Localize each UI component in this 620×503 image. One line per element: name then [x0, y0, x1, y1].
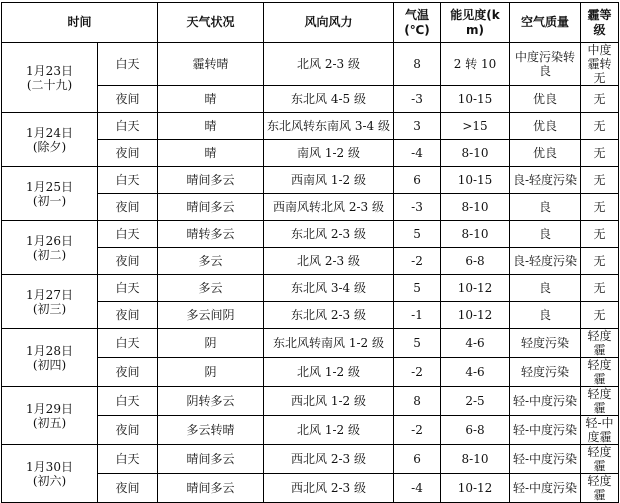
- period-cell: 夜间: [98, 194, 158, 221]
- table-row-day: [2, 329, 619, 358]
- temp-cell: -2: [394, 416, 441, 445]
- air-quality-cell: 优良: [510, 113, 581, 140]
- wind-cell: 西南风转北风 2-3 级: [264, 194, 394, 221]
- weather-cell: 晴间多云: [158, 194, 264, 221]
- visibility-cell: 4-6: [441, 358, 510, 387]
- haze-cell: 轻-中度霾: [581, 416, 619, 445]
- weather-cell: 霾转晴: [158, 43, 264, 86]
- header-air-quality: 空气质量: [510, 3, 581, 43]
- period-cell: 夜间: [98, 248, 158, 275]
- weather-cell: 阴: [158, 358, 264, 387]
- air-quality-cell: 良: [510, 302, 581, 329]
- haze-cell: 中度霾转无: [581, 43, 619, 86]
- forecast-table: [1, 2, 619, 503]
- wind-cell: 东北风 2-3 级: [264, 302, 394, 329]
- date-cell: [2, 387, 98, 445]
- visibility-cell: 8-10: [441, 194, 510, 221]
- temp-cell: 5: [394, 221, 441, 248]
- air-quality-cell: 轻度污染: [510, 358, 581, 387]
- haze-cell: 无: [581, 221, 619, 248]
- date-cell: [2, 275, 98, 329]
- lunar-label: (除夕): [32, 139, 67, 154]
- lunar-label: (初六): [32, 473, 67, 488]
- temp-cell: 6: [394, 445, 441, 474]
- header-row: [2, 3, 619, 43]
- date-cell: [2, 329, 98, 387]
- date-label: 1月23日: [26, 63, 73, 78]
- haze-cell: 无: [581, 140, 619, 167]
- visibility-cell: 10-15: [441, 86, 510, 113]
- haze-cell: 轻度霾: [581, 358, 619, 387]
- date-label: 1月28日: [26, 343, 73, 358]
- air-quality-cell: 良: [510, 194, 581, 221]
- visibility-cell: 8-10: [441, 221, 510, 248]
- haze-cell: 无: [581, 113, 619, 140]
- table-row-day: [2, 221, 619, 248]
- haze-cell: 轻度霾: [581, 387, 619, 416]
- lunar-label: (初五): [32, 415, 67, 430]
- visibility-cell: 8-10: [441, 445, 510, 474]
- haze-cell: 无: [581, 248, 619, 275]
- date-cell: [2, 167, 98, 221]
- temp-cell: 5: [394, 329, 441, 358]
- table-row-day: [2, 113, 619, 140]
- air-quality-cell: 良-轻度污染: [510, 167, 581, 194]
- period-cell: 夜间: [98, 358, 158, 387]
- lunar-label: (二十九): [26, 77, 73, 92]
- wind-cell: 西北风 1-2 级: [264, 387, 394, 416]
- forecast-body: [2, 43, 619, 503]
- period-cell: 夜间: [98, 86, 158, 113]
- weather-cell: 多云转晴: [158, 416, 264, 445]
- period-cell: 白天: [98, 275, 158, 302]
- date-label: 1月27日: [26, 287, 73, 302]
- period-cell: 夜间: [98, 302, 158, 329]
- header-wind: 风向风力: [264, 3, 394, 43]
- wind-cell: 南风 1-2 级: [264, 140, 394, 167]
- wind-cell: 西北风 2-3 级: [264, 474, 394, 503]
- air-quality-cell: 中度污染转良: [510, 43, 581, 86]
- weather-cell: 晴转多云: [158, 221, 264, 248]
- period-cell: 白天: [98, 113, 158, 140]
- table-row-day: [2, 167, 619, 194]
- temp-cell: 3: [394, 113, 441, 140]
- period-cell: 白天: [98, 445, 158, 474]
- weather-cell: 晴间多云: [158, 474, 264, 503]
- weather-cell: 晴间多云: [158, 167, 264, 194]
- wind-cell: 东北风 3-4 级: [264, 275, 394, 302]
- visibility-cell: 10-12: [441, 474, 510, 503]
- temp-cell: -1: [394, 302, 441, 329]
- header-weather: 天气状况: [158, 3, 264, 43]
- air-quality-cell: 轻-中度污染: [510, 387, 581, 416]
- period-cell: 夜间: [98, 474, 158, 503]
- date-cell: [2, 113, 98, 167]
- temp-cell: -4: [394, 140, 441, 167]
- visibility-cell: 10-12: [441, 302, 510, 329]
- visibility-cell: 6-8: [441, 248, 510, 275]
- period-cell: 白天: [98, 387, 158, 416]
- temp-cell: -3: [394, 86, 441, 113]
- table-row-day: [2, 275, 619, 302]
- haze-cell: 无: [581, 302, 619, 329]
- date-cell: [2, 43, 98, 113]
- haze-cell: 轻度霾: [581, 329, 619, 358]
- period-cell: 白天: [98, 43, 158, 86]
- wind-cell: 西南风 1-2 级: [264, 167, 394, 194]
- header-haze: 霾等级: [581, 3, 619, 43]
- wind-cell: 北风 2-3 级: [264, 43, 394, 86]
- temp-cell: 8: [394, 387, 441, 416]
- temp-cell: 5: [394, 275, 441, 302]
- visibility-cell: 10-15: [441, 167, 510, 194]
- air-quality-cell: 优良: [510, 140, 581, 167]
- period-cell: 夜间: [98, 416, 158, 445]
- air-quality-cell: 轻-中度污染: [510, 416, 581, 445]
- visibility-cell: 4-6: [441, 329, 510, 358]
- wind-cell: 东北风转南风 1-2 级: [264, 329, 394, 358]
- date-label: 1月29日: [26, 401, 73, 416]
- air-quality-cell: 轻度污染: [510, 329, 581, 358]
- temp-cell: -3: [394, 194, 441, 221]
- date-cell: [2, 221, 98, 275]
- haze-cell: 无: [581, 275, 619, 302]
- lunar-label: (初二): [32, 247, 67, 262]
- weather-cell: 晴: [158, 113, 264, 140]
- visibility-cell: 10-12: [441, 275, 510, 302]
- table-row-day: [2, 387, 619, 416]
- wind-cell: 北风 1-2 级: [264, 358, 394, 387]
- weather-cell: 多云: [158, 275, 264, 302]
- haze-cell: 轻度霾: [581, 445, 619, 474]
- visibility-cell: 6-8: [441, 416, 510, 445]
- wind-cell: 东北风转东南风 3-4 级: [264, 113, 394, 140]
- lunar-label: (初一): [32, 193, 67, 208]
- date-label: 1月30日: [26, 459, 73, 474]
- weather-cell: 晴间多云: [158, 445, 264, 474]
- haze-cell: 无: [581, 86, 619, 113]
- air-quality-cell: 良-轻度污染: [510, 248, 581, 275]
- haze-cell: 轻度霾: [581, 474, 619, 503]
- date-label: 1月25日: [26, 179, 73, 194]
- table-row-day: [2, 445, 619, 474]
- date-cell: [2, 445, 98, 503]
- wind-cell: 东北风 2-3 级: [264, 221, 394, 248]
- air-quality-cell: 良: [510, 221, 581, 248]
- lunar-label: (初四): [32, 357, 67, 372]
- wind-cell: 西北风 2-3 级: [264, 445, 394, 474]
- header-time: 时间: [2, 3, 158, 43]
- temp-cell: 8: [394, 43, 441, 86]
- air-quality-cell: 优良: [510, 86, 581, 113]
- temp-cell: -2: [394, 248, 441, 275]
- period-cell: 白天: [98, 167, 158, 194]
- weather-cell: 多云间阴: [158, 302, 264, 329]
- weather-cell: 阴转多云: [158, 387, 264, 416]
- wind-cell: 北风 1-2 级: [264, 416, 394, 445]
- wind-cell: 东北风 4-5 级: [264, 86, 394, 113]
- weather-cell: 晴: [158, 140, 264, 167]
- lunar-label: (初三): [32, 301, 67, 316]
- temp-cell: 6: [394, 167, 441, 194]
- date-label: 1月26日: [26, 233, 73, 248]
- period-cell: 白天: [98, 329, 158, 358]
- period-cell: 夜间: [98, 140, 158, 167]
- air-quality-cell: 轻-中度污染: [510, 474, 581, 503]
- air-quality-cell: 轻-中度污染: [510, 445, 581, 474]
- haze-cell: 无: [581, 194, 619, 221]
- temp-cell: -2: [394, 358, 441, 387]
- visibility-cell: 2 转 10: [441, 43, 510, 86]
- air-quality-cell: 良: [510, 275, 581, 302]
- weather-cell: 阴: [158, 329, 264, 358]
- header-temp: 气温(℃): [394, 3, 441, 43]
- visibility-cell: 8-10: [441, 140, 510, 167]
- header-visibility: 能见度(km): [441, 3, 510, 43]
- haze-cell: 无: [581, 167, 619, 194]
- date-label: 1月24日: [26, 125, 73, 140]
- weather-cell: 晴: [158, 86, 264, 113]
- visibility-cell: >15: [441, 113, 510, 140]
- visibility-cell: 2-5: [441, 387, 510, 416]
- table-row-day: [2, 43, 619, 86]
- weather-cell: 多云: [158, 248, 264, 275]
- period-cell: 白天: [98, 221, 158, 248]
- temp-cell: -4: [394, 474, 441, 503]
- wind-cell: 北风 2-3 级: [264, 248, 394, 275]
